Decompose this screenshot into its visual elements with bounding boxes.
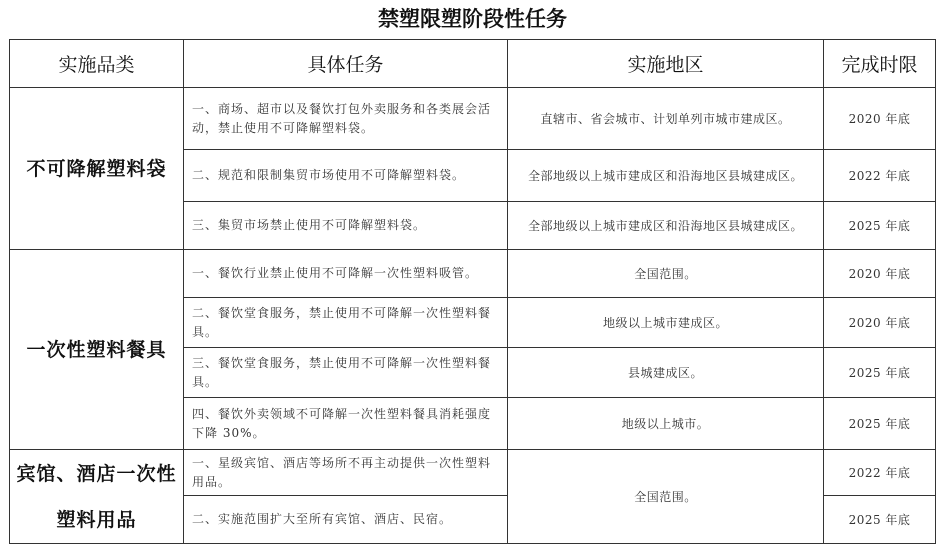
- header-region: 实施地区: [508, 40, 824, 88]
- task-cell: 一、餐饮行业禁止使用不可降解一次性塑料吸管。: [184, 250, 508, 298]
- deadline-cell: 2020 年底: [824, 88, 936, 150]
- region-cell: 地级以上城市建成区。: [508, 298, 824, 348]
- deadline-cell: 2025 年底: [824, 398, 936, 450]
- task-cell: 三、集贸市场禁止使用不可降解塑料袋。: [184, 202, 508, 250]
- region-cell: 县城建成区。: [508, 348, 824, 398]
- table-row: [10, 88, 936, 150]
- deadline-cell: 2020 年底: [824, 250, 936, 298]
- category-cell: 一次性塑料餐具: [10, 250, 184, 450]
- region-cell: 全国范围。: [508, 450, 824, 544]
- task-table: [9, 39, 936, 544]
- deadline-cell: 2025 年底: [824, 348, 936, 398]
- task-cell: 三、餐饮堂食服务，禁止使用不可降解一次性塑料餐具。: [184, 348, 508, 398]
- task-cell: 一、星级宾馆、酒店等场所不再主动提供一次性塑料用品。: [184, 450, 508, 496]
- task-cell: 二、实施范围扩大至所有宾馆、酒店、民宿。: [184, 496, 508, 544]
- category-cell: 不可降解塑料袋: [10, 88, 184, 250]
- deadline-cell: 2022 年底: [824, 150, 936, 202]
- deadline-cell: 2022 年底: [824, 450, 936, 496]
- task-cell: 四、餐饮外卖领域不可降解一次性塑料餐具消耗强度下降 30%。: [184, 398, 508, 450]
- task-cell: 一、商场、超市以及餐饮打包外卖服务和各类展会活动，禁止使用不可降解塑料袋。: [184, 88, 508, 150]
- category-line-1: 宾馆、酒店一次性: [16, 462, 177, 485]
- region-cell: 地级以上城市。: [508, 398, 824, 450]
- region-cell: 全部地级以上城市建成区和沿海地区县城建成区。: [508, 202, 824, 250]
- region-cell: 直辖市、省会城市、计划单列市城市建成区。: [508, 88, 824, 150]
- task-cell: 二、餐饮堂食服务，禁止使用不可降解一次性塑料餐具。: [184, 298, 508, 348]
- header-deadline: 完成时限: [824, 40, 936, 88]
- table-header-row: [10, 40, 936, 88]
- deadline-cell: 2020 年底: [824, 298, 936, 348]
- task-cell: 二、规范和限制集贸市场使用不可降解塑料袋。: [184, 150, 508, 202]
- page-title: 禁塑限塑阶段性任务: [378, 7, 567, 31]
- category-line-2: 塑料用品: [56, 508, 137, 531]
- category-cell: [10, 450, 184, 544]
- table-row: [10, 450, 936, 496]
- table-row: [10, 250, 936, 298]
- deadline-cell: 2025 年底: [824, 496, 936, 544]
- header-category: 实施品类: [10, 40, 184, 88]
- region-cell: 全部地级以上城市建成区和沿海地区县城建成区。: [508, 150, 824, 202]
- header-task: 具体任务: [184, 40, 508, 88]
- region-cell: 全国范围。: [508, 250, 824, 298]
- deadline-cell: 2025 年底: [824, 202, 936, 250]
